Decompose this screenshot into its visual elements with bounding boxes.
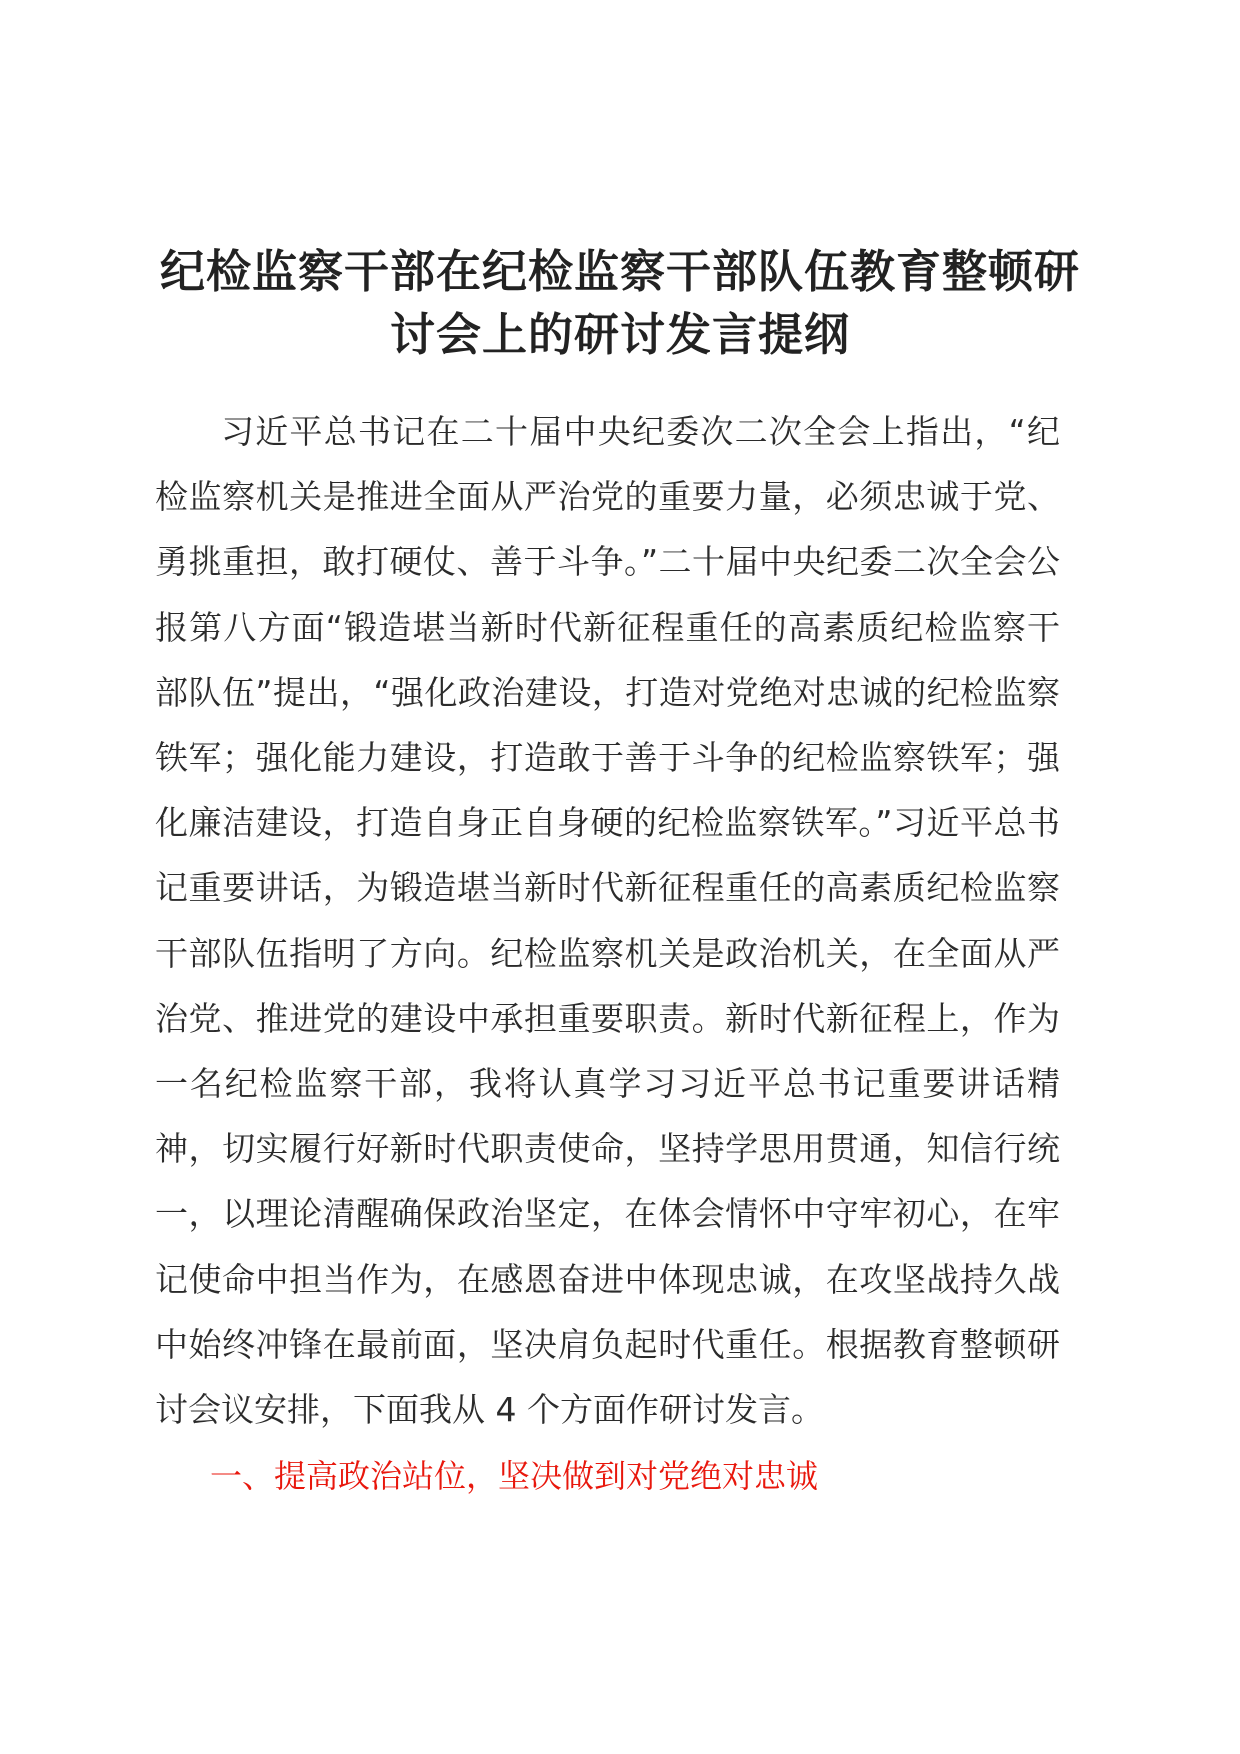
document-title <box>150 240 1090 366</box>
title-line-2: 讨会上的研讨发言提纲 <box>389 308 850 361</box>
title-line-1: 纪检监察干部在纪检监察干部队伍教育整顿研 <box>159 245 1080 298</box>
section-heading-1: 一、提高政治站位，坚决做到对党绝对忠诚 <box>210 1457 819 1495</box>
intro-paragraph: 习近平总书记在二十届中央纪委次二次全会上指出，“纪检监察机关是推进全面从严治党的重要力量，必须忠诚于党、勇挑重担，敢打硬仗、善于斗争。”二十届中央纪委二次全会公报第八方面“锻造堪当新时代新征程重任的高素质纪检监察干部队伍”提出，“强化政治建设，打造对党绝对忠诚的纪检监察铁军；强化能力建设，打造敢于善于斗争的纪检监察铁军；强化廉洁建设，打造自身正自身硬的纪检监察铁军。”习近平总书记重要讲话，为锻造堪当新时代新征程重任的高素质纪检监察干部队伍指明了方向。纪检监察机关是政治机关，在全面从严治党、推进党的建设中承担重要职责。新时代新征程上，作为一名纪检监察干部，我将认真学习习近平总书记重要讲话精神，切实履行好新时代职责使命，坚持学思用贯通，知信行统一，以理论清醒确保政治坚定，在体会情怀中守牢初心，在牢记使命中担当作为，在感恩奋进中体现忠诚，在攻坚战持久战中始终冲锋在最前面，坚决肩负起时代重任。根据教育整顿研讨会议安排，下面我从 4 个方面作研讨发言。 <box>155 412 1060 1430</box>
